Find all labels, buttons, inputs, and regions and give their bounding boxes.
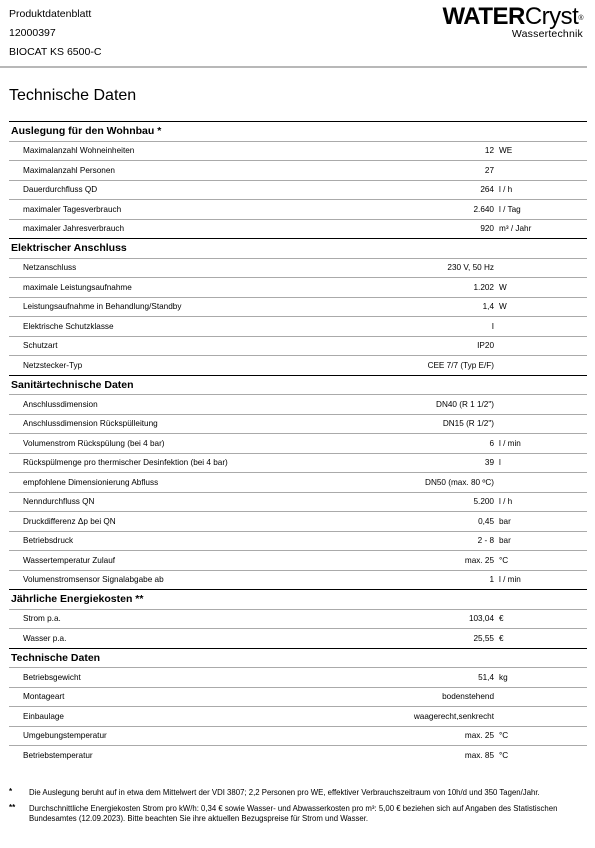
section-heading: Auslegung für den Wohnbau * <box>9 121 587 141</box>
table-row <box>9 355 587 375</box>
row-value: DN50 (max. 80 ºC) <box>425 477 494 487</box>
section-heading: Jährliche Energiekosten ** <box>9 589 587 609</box>
row-value: 2.640 <box>473 204 494 214</box>
row-unit: bar <box>499 536 511 546</box>
table-row <box>9 570 587 590</box>
row-value: IP20 <box>477 341 494 351</box>
document-type: Produktdatenblatt <box>9 8 92 20</box>
row-value: max. 25 <box>464 731 494 741</box>
row-label: Strom p.a. <box>23 614 61 624</box>
row-unit: °C <box>499 750 509 760</box>
row-label: Betriebstemperatur <box>23 750 93 760</box>
logo-subtitle: Wassertechnik <box>511 28 583 40</box>
watercryst-logo <box>442 4 583 40</box>
row-label: Leistungsaufnahme in Behandlung/Standby <box>23 302 182 312</box>
row-label: maximaler Jahresverbrauch <box>23 224 125 234</box>
row-label: Betriebsgewicht <box>23 672 81 682</box>
table-row <box>9 667 587 687</box>
row-label: Anschlussdimension <box>23 399 98 409</box>
row-value: 264 <box>480 185 494 195</box>
row-unit: € <box>499 614 504 624</box>
row-unit: W <box>499 302 507 312</box>
row-value: bodenstehend <box>442 692 494 702</box>
row-label: empfohlene Dimensionierung Abfluss <box>23 477 159 487</box>
row-value: I <box>491 321 494 331</box>
table-row <box>9 745 587 765</box>
table-row <box>9 453 587 473</box>
table-row <box>9 277 587 297</box>
row-unit: l / h <box>499 497 513 507</box>
logo-water: WATER <box>442 3 525 30</box>
table-row <box>9 628 587 648</box>
logo-cryst: Cryst <box>524 3 579 30</box>
table-row <box>9 219 587 239</box>
row-unit: € <box>499 633 504 643</box>
table-row <box>9 180 587 200</box>
row-unit: WE <box>499 146 513 156</box>
section-heading: Technische Daten <box>9 648 587 668</box>
row-label: Maximalanzahl Wohneinheiten <box>23 146 135 156</box>
section-heading: Sanitärtechnische Daten <box>9 375 587 395</box>
row-unit: kg <box>499 672 508 682</box>
article-number: 12000397 <box>9 27 56 39</box>
table-row <box>9 160 587 180</box>
table-row <box>9 531 587 551</box>
table-row <box>9 687 587 707</box>
row-label: Rückspülmenge pro thermischer Desinfektion (bei 4 bar) <box>23 458 228 468</box>
row-value: DN40 (R 1 1/2") <box>436 399 494 409</box>
row-label: Umgebungstemperatur <box>23 731 107 741</box>
row-value: max. 25 <box>464 555 494 565</box>
table-row <box>9 297 587 317</box>
row-value: 6 <box>489 438 494 448</box>
table-row <box>9 336 587 356</box>
row-unit: l <box>499 458 501 468</box>
page-header <box>0 0 595 66</box>
row-value: DN15 (R 1/2") <box>442 419 494 429</box>
row-value: 920 <box>480 224 494 234</box>
row-value: 2 - 8 <box>477 536 494 546</box>
footnote-text: Die Auslegung beruht auf in etwa dem Mittelwert der VDI 3807; 2,2 Personen pro WE, effektiver Verbrauchszeitraum von 10h/d und 350 Tagen/Jahr. <box>29 788 540 797</box>
footnote-mark: ** <box>9 802 16 812</box>
row-value: 12 <box>484 146 494 156</box>
row-label: Volumenstrom Rückspülung (bei 4 bar) <box>23 438 165 448</box>
footnote <box>9 804 587 825</box>
row-value: CEE 7/7 (Typ E/F) <box>427 360 494 370</box>
table-row <box>9 433 587 453</box>
row-unit: m³ / Jahr <box>499 224 532 234</box>
table-row <box>9 492 587 512</box>
row-unit: l / min <box>499 438 521 448</box>
table-row <box>9 199 587 219</box>
product-name: BIOCAT KS 6500-C <box>9 46 102 58</box>
row-value: 1.202 <box>473 282 494 292</box>
row-value: waagerecht,senkrecht <box>413 711 494 721</box>
row-value: 1 <box>489 575 494 585</box>
logo-wordmark <box>442 4 583 30</box>
table-row <box>9 550 587 570</box>
row-label: Volumenstromsensor Signalabgabe ab <box>23 575 164 585</box>
table-row <box>9 141 587 161</box>
row-value: 27 <box>484 165 494 175</box>
row-unit: °C <box>499 555 509 565</box>
row-unit: W <box>499 282 507 292</box>
row-value: 5.200 <box>473 497 494 507</box>
table-row <box>9 726 587 746</box>
footnote-mark: * <box>9 787 13 796</box>
row-label: Nenndurchfluss QN <box>23 497 95 507</box>
row-value: 230 V, 50 Hz <box>447 263 494 273</box>
table-row <box>9 472 587 492</box>
header-divider <box>0 66 587 68</box>
table-row <box>9 394 587 414</box>
table-row <box>9 511 587 531</box>
row-label: Betriebsdruck <box>23 536 74 546</box>
row-value: 0,45 <box>478 516 494 526</box>
footnote-text: Durchschnittliche Energiekosten Strom pro kW/h: 0,34 € sowie Wasser- und Abwasserkosten pro m³: 5,00 € beziehen sich auf Angaben des Statistischen Bundesamtes (12.09.2023). Bitte beachten Sie ihre aktuellen Bezugspreise für Strom und Wasser. <box>29 803 558 823</box>
footnote <box>9 788 587 799</box>
table-row <box>9 609 587 629</box>
page-title: Technische Daten <box>9 87 137 104</box>
table-row <box>9 706 587 726</box>
spec-table <box>9 121 587 765</box>
row-unit: l / min <box>499 575 521 585</box>
table-row <box>9 316 587 336</box>
row-label: Einbaulage <box>23 711 64 721</box>
row-value: 51,4 <box>478 672 494 682</box>
table-row <box>9 414 587 434</box>
row-value: max. 85 <box>464 750 494 760</box>
footnotes <box>9 788 587 830</box>
row-value: 39 <box>484 458 494 468</box>
row-value: 1,4 <box>482 302 494 312</box>
row-label: Schutzart <box>23 341 58 351</box>
row-label: maximale Leistungsaufnahme <box>23 282 132 292</box>
section-heading: Elektrischer Anschluss <box>9 238 587 258</box>
row-label: Montageart <box>23 692 65 702</box>
row-label: Netzanschluss <box>23 263 77 273</box>
row-unit: bar <box>499 516 511 526</box>
row-label: Elektrische Schutzklasse <box>23 321 114 331</box>
row-value: 25,55 <box>473 633 494 643</box>
row-label: Wasser p.a. <box>23 633 67 643</box>
row-unit: l / Tag <box>499 204 521 214</box>
table-row <box>9 258 587 278</box>
row-label: Netzstecker-Typ <box>23 360 83 370</box>
row-unit: °C <box>499 731 509 741</box>
row-label: Dauerdurchfluss QD <box>23 185 98 195</box>
row-label: Anschlussdimension Rückspülleitung <box>23 419 158 429</box>
logo-registered-mark: ® <box>578 15 583 22</box>
row-label: Maximalanzahl Personen <box>23 165 115 175</box>
row-label: Druckdifferenz Δp bei QN <box>23 516 116 526</box>
row-unit: l / h <box>499 185 513 195</box>
row-label: maximaler Tagesverbrauch <box>23 204 122 214</box>
row-label: Wassertemperatur Zulauf <box>23 555 116 565</box>
row-value: 103,04 <box>468 614 494 624</box>
